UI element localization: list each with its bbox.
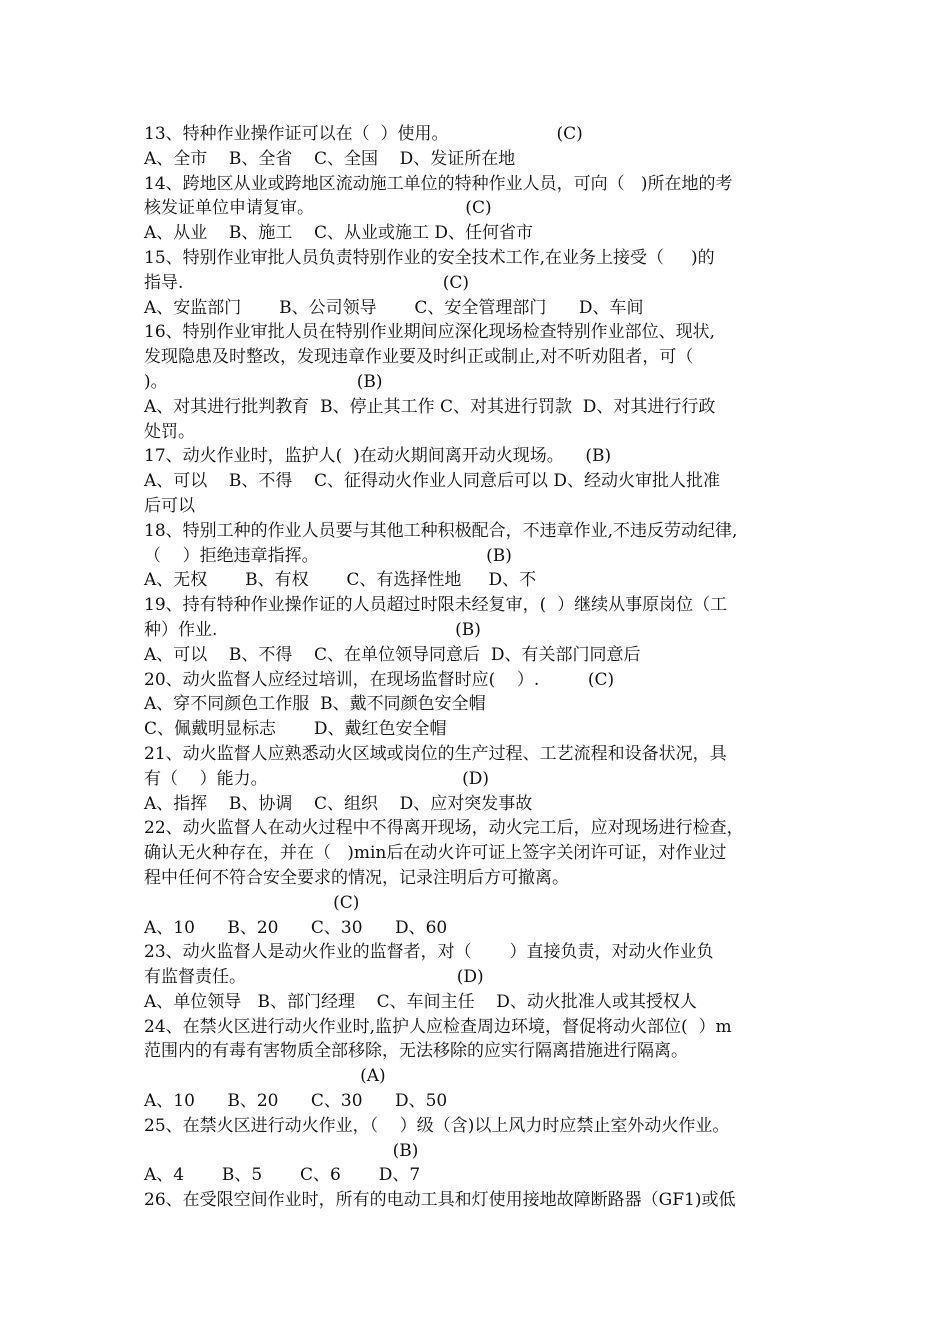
text-line: 有（ ）能力。 (D) <box>144 768 490 789</box>
text-line: A、10 B、20 C、30 D、50 <box>144 1091 448 1112</box>
text-line: (B) <box>144 1140 419 1161</box>
text-line: A、无权 B、有权 C、有选择性地 D、不 <box>144 570 537 591</box>
text-line: 程中任何不符合安全要求的情况，记录注明后方可撤离。 <box>144 867 569 888</box>
text-line: 24、在禁火区进行动火作业时,监护人应检查周边环境，督促将动火部位( ）m <box>144 1016 732 1037</box>
text-line: C、佩戴明显标志 D、戴红色安全帽 <box>144 719 447 740</box>
text-line: 21、动火监督人应熟悉动火区域或岗位的生产过程、工艺流程和设备状况，具 <box>144 743 727 764</box>
question-list <box>144 122 824 1213</box>
text-line: 26、在受限空间作业时，所有的电动工具和灯使用接地故障断路器（GF1)或低 <box>144 1190 736 1211</box>
text-line: A、安监部门 B、公司领导 C、安全管理部门 D、车间 <box>144 297 644 318</box>
text-line: A、从业 B、施工 C、从业或施工 D、任何省市 <box>144 223 534 244</box>
text-line: 17、动火作业时，监护人( )在动火期间离开动火现场。 (B) <box>144 446 612 467</box>
text-line: 核发证单位申请复审。 (C) <box>144 198 492 219</box>
text-line: A、10 B、20 C、30 D、60 <box>144 917 448 938</box>
text-line: 19、持有特种作业操作证的人员超过时限未经复审，( ）继续从事原岗位（工 <box>144 595 728 616</box>
text-line: 后可以 <box>144 495 195 516</box>
text-line: 23、动火监督人是动火作业的监督者，对（ ）直接负责，对动火作业负 <box>144 942 714 963</box>
text-line: A、可以 B、不得 C、在单位领导同意后 D、有关部门同意后 <box>144 644 641 665</box>
text-line: （ ）拒绝违章指挥。 (B) <box>144 545 512 566</box>
text-line: 指导. (C) <box>144 272 470 293</box>
text-line: 确认无火种存在，并在（ )min后在动火许可证上签字关闭许可证，对作业过 <box>144 843 727 864</box>
text-line: A、指挥 B、协调 C、组织 D、应对突发事故 <box>144 793 533 814</box>
text-line: (C) <box>144 892 360 913</box>
text-line: 范围内的有毒有害物质全部移除，无法移除的应实行隔离措施进行隔离。 <box>144 1041 688 1062</box>
text-line: 14、跨地区从业或跨地区流动施工单位的特种作业人员，可向（ )所在地的考 <box>144 173 733 194</box>
text-line: 有监督责任。 (D) <box>144 967 484 988</box>
text-line: 20、动火监督人应经过培训，在现场监督时应( ）. (C) <box>144 669 615 690</box>
text-line: 处罚。 <box>144 421 195 442</box>
text-line: 16、特别作业审批人员在特别作业期间应深化现场检查特别作业部位、现状, <box>144 322 716 343</box>
text-line: 15、特别作业审批人员负责特别作业的安全技术工作,在业务上接受（ )的 <box>144 247 715 268</box>
text-line: 18、特别工种的作业人员要与其他工种积极配合，不违章作业,不违反劳动纪律, <box>144 520 738 541</box>
text-line: A、4 B、5 C、6 D、7 <box>144 1165 421 1186</box>
text-line: (A) <box>144 1066 386 1087</box>
text-line: A、对其进行批判教育 B、停止其工作 C、对其进行罚款 D、对其进行行政 <box>144 396 716 417</box>
text-line: 22、动火监督人在动火过程中不得离开现场，动火完工后，应对现场进行检查， <box>144 818 744 839</box>
text-line: )。 (B) <box>144 371 383 392</box>
text-line: 种）作业. (B) <box>144 619 481 640</box>
text-line: 13、特种作业操作证可以在（ ）使用。 (C) <box>144 124 583 144</box>
text-line: 发现隐患及时整改，发现违章作业要及时纠正或制止,对不听劝阻者，可（ <box>144 347 694 368</box>
text-line: A、单位领导 B、部门经理 C、车间主任 D、动火批准人或其授权人 <box>144 991 697 1012</box>
text-line: A、全市 B、全省 C、全国 D、发证所在地 <box>144 148 516 169</box>
text-line: A、可以 B、不得 C、征得动火作业人同意后可以 D、经动火审批人批准 <box>144 471 721 492</box>
text-line: 25、在禁火区进行动火作业，（ ）级（含)以上风力时应禁止室外动火作业。 <box>144 1115 730 1136</box>
text-line: A、穿不同颜色工作服 B、戴不同颜色安全帽 <box>144 694 486 715</box>
